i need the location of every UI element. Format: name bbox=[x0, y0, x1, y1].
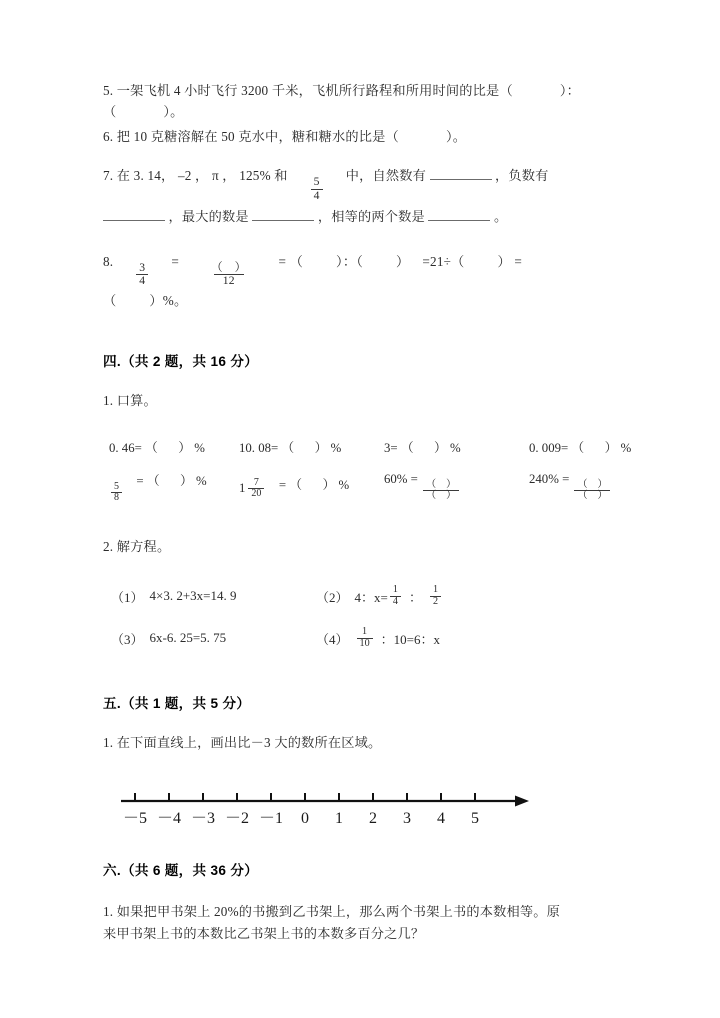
number-line-ticks bbox=[135, 793, 475, 801]
fraction-denominator: 4 bbox=[311, 189, 323, 202]
question-7-text-c: ，负数有 bbox=[495, 168, 549, 183]
paren-open: （ bbox=[571, 440, 585, 455]
answer-blank-underline[interactable] bbox=[430, 168, 492, 180]
fraction-five-eighths bbox=[111, 482, 122, 504]
section-five-heading: 五.（共 1 题，共 5 分） bbox=[103, 695, 251, 711]
question-8-paren-open: （ bbox=[103, 292, 117, 308]
question-5-line-1 bbox=[103, 80, 643, 101]
number-line-label: 0 bbox=[301, 809, 309, 827]
fraction-denominator: 12 bbox=[214, 274, 244, 287]
number-line-svg bbox=[111, 779, 541, 833]
comma: ， bbox=[195, 168, 209, 183]
question-8-line-2 bbox=[103, 288, 643, 314]
oral-calc-lhs: 10. 08= bbox=[239, 440, 279, 455]
number-line-arrow-icon bbox=[515, 795, 529, 806]
section-four-sub2-label: 2. 解方程。 bbox=[103, 538, 171, 554]
number-line-labels bbox=[123, 810, 479, 827]
oral-calc-item[interactable] bbox=[384, 472, 529, 502]
section-five-question-1: 1. 在下面直线上，画出比－3 大的数所在区域。 bbox=[103, 734, 382, 750]
question-8 bbox=[103, 246, 643, 314]
percent-sign: % bbox=[196, 473, 207, 488]
oral-calc-lhs: 0. 46= bbox=[109, 440, 142, 455]
equation-item-4[interactable] bbox=[316, 627, 440, 649]
question-6 bbox=[103, 126, 643, 147]
question-7-text-b: 中，自然数有 bbox=[345, 168, 427, 183]
question-8-eq2: = （ bbox=[278, 253, 304, 269]
answer-blank-underline[interactable] bbox=[428, 209, 490, 221]
fraction-part bbox=[248, 478, 264, 500]
equation-body: 4×3. 2+3x=14. 9 bbox=[149, 588, 237, 604]
equation-item-3[interactable] bbox=[111, 629, 316, 648]
equation-row-1 bbox=[103, 585, 643, 607]
answer-blank-underline[interactable] bbox=[252, 209, 314, 221]
fraction-numerator: 5 bbox=[313, 175, 320, 189]
oral-calc-item[interactable] bbox=[239, 474, 384, 500]
question-6-text: 把 10 克糖溶解在 50 克水中，糖和糖水的比是（ bbox=[116, 129, 399, 144]
fraction-numerator-blank[interactable]: （ ） bbox=[426, 478, 457, 490]
number-line-label: －3 bbox=[190, 809, 216, 827]
question-6-number: 6. bbox=[103, 129, 114, 144]
fraction-denominator: 4 bbox=[390, 596, 401, 608]
fraction-five-fourths bbox=[311, 176, 323, 201]
fraction-denominator-blank[interactable]: （ ） bbox=[423, 490, 459, 502]
fraction-numerator-blank[interactable]: （ ） bbox=[577, 478, 608, 490]
fraction-one-fourth bbox=[390, 585, 401, 607]
oral-calc-lhs: 0. 009= bbox=[529, 440, 569, 455]
number-line-label: －4 bbox=[156, 809, 182, 827]
equation-tag: （1） bbox=[111, 589, 144, 605]
equation-body: 6x-6. 25=5. 75 bbox=[149, 630, 227, 646]
fraction-denominator: 4 bbox=[136, 274, 148, 287]
fraction-denominator: 20 bbox=[248, 488, 264, 500]
question-8-after-ratio: ） bbox=[396, 253, 410, 269]
percent-sign: % bbox=[620, 440, 632, 455]
fraction-numerator: 5 bbox=[114, 480, 119, 492]
paren-open: （ bbox=[145, 440, 158, 455]
section-four-heading: 四.（共 2 题，共 16 分） bbox=[103, 353, 259, 369]
equals-sign: = bbox=[136, 473, 144, 488]
section-five bbox=[103, 692, 643, 837]
mixed-whole-part: 1 bbox=[239, 481, 246, 496]
fraction-numerator: 1 bbox=[432, 583, 439, 595]
oral-calc-item[interactable] bbox=[529, 437, 631, 456]
question-5-paren-close: ）。 bbox=[163, 104, 184, 119]
oral-calc-row-1 bbox=[103, 437, 643, 456]
question-8-ratio-sep: ）：（ bbox=[336, 253, 363, 269]
fraction-one-half bbox=[430, 585, 441, 607]
fraction-denominator-blank[interactable]: （ ） bbox=[574, 490, 610, 502]
question-5 bbox=[103, 80, 643, 122]
oral-calc-item[interactable] bbox=[529, 472, 612, 502]
section-six-question-1-line-2: 来甲书架上书的本数比乙书架上书的本数多百分之几？ bbox=[103, 925, 425, 941]
number-line-label: －1 bbox=[258, 809, 284, 827]
worksheet-content bbox=[103, 80, 643, 945]
question-6-line-1 bbox=[103, 126, 643, 147]
question-7-text-d: ，最大的数是 bbox=[168, 208, 249, 224]
section-six bbox=[103, 859, 643, 945]
fraction-three-fourths bbox=[136, 262, 148, 287]
equation-tag: （3） bbox=[111, 631, 144, 647]
equation-item-2[interactable] bbox=[316, 585, 443, 607]
equals-sign: = bbox=[562, 471, 570, 486]
fraction-numerator-blank[interactable]: （ ） bbox=[210, 261, 247, 275]
question-7-text-a: 在 3. 14， bbox=[116, 168, 175, 183]
equation-item-1[interactable] bbox=[111, 587, 316, 606]
question-7-text-e: ，相等的两个数是 bbox=[317, 208, 425, 224]
paren-close: ） bbox=[180, 473, 193, 488]
question-5-text-tail: ）： bbox=[559, 83, 581, 98]
paren-open: （ bbox=[146, 473, 160, 488]
oral-calc-lhs: 60% bbox=[384, 471, 408, 486]
equals-sign: = bbox=[278, 477, 287, 492]
question-8-line-1 bbox=[103, 246, 643, 288]
equals-sign: = bbox=[171, 253, 179, 269]
paren-open: （ bbox=[289, 477, 303, 492]
oral-calc-item[interactable] bbox=[109, 437, 239, 456]
question-7 bbox=[103, 161, 643, 232]
paren-close: ） bbox=[178, 440, 192, 455]
fraction-numerator: 7 bbox=[253, 476, 259, 488]
question-8-paren-close: ）%。 bbox=[149, 292, 188, 308]
fraction-denominator: 2 bbox=[430, 596, 441, 608]
number-line-label: 5 bbox=[471, 809, 479, 827]
section-four-sub1-label: 1. 口算。 bbox=[103, 392, 157, 408]
question-7-text-end: 。 bbox=[493, 208, 508, 224]
percent-sign: % bbox=[194, 440, 205, 455]
question-7-number: 7. bbox=[103, 168, 114, 183]
number-line-label: 4 bbox=[437, 809, 445, 827]
number-line-label: 1 bbox=[335, 809, 343, 827]
percent-sign: % bbox=[450, 440, 461, 455]
paren-open: （ bbox=[400, 440, 414, 455]
paren-close: ） bbox=[322, 477, 336, 492]
section-six-heading: 六.（共 6 题，共 36 分） bbox=[103, 862, 259, 878]
value-125-percent: 125% bbox=[239, 168, 271, 183]
value-negative-two: –2 bbox=[177, 168, 192, 183]
fraction-numerator: 1 bbox=[392, 583, 398, 595]
question-7-line-2 bbox=[103, 202, 643, 232]
equation-tag: （2） bbox=[316, 589, 349, 605]
paren-open: （ bbox=[281, 440, 295, 455]
oral-calc-item[interactable] bbox=[239, 437, 384, 456]
equation-row-2 bbox=[103, 627, 643, 649]
paren-close: ） bbox=[604, 440, 618, 455]
value-pi: π bbox=[211, 168, 219, 183]
number-line-label: －2 bbox=[224, 809, 250, 827]
answer-blank-underline[interactable] bbox=[103, 209, 165, 221]
question-5-line-2 bbox=[103, 101, 643, 122]
section-six-question-1-line-1: 1. 如果把甲书架上 20%的书搬到乙书架上，那么两个书架上书的本数相等。原 bbox=[103, 903, 561, 919]
oral-calc-lhs: 240% bbox=[529, 471, 559, 486]
oral-calc-lhs: 3= bbox=[384, 440, 398, 455]
ratio-colon: ： bbox=[408, 589, 422, 605]
comma: ， bbox=[222, 168, 236, 183]
question-5-text: 一架飞机 4 小时飞行 3200 千米，飞机所行路程和所用时间的比是（ bbox=[116, 83, 513, 98]
equation-body-post: ：10=6：x bbox=[380, 631, 441, 647]
number-line-label: 2 bbox=[369, 809, 377, 827]
oral-calc-row-2 bbox=[103, 470, 643, 504]
question-6-text-tail: ）。 bbox=[445, 129, 467, 144]
fraction-numerator: 3 bbox=[139, 261, 146, 275]
number-line-label: 3 bbox=[403, 809, 411, 827]
question-8-eq4: ） = bbox=[497, 253, 522, 269]
conjunction-and: 和 bbox=[274, 168, 288, 183]
oral-calc-item[interactable] bbox=[109, 470, 239, 504]
percent-sign: % bbox=[338, 477, 350, 492]
paren-close: ） bbox=[314, 440, 328, 455]
question-8-number: 8. bbox=[103, 253, 114, 269]
equation-body-pre: 4：x= bbox=[354, 589, 388, 605]
question-5-number: 5. bbox=[103, 83, 114, 98]
fraction-denominator: 10 bbox=[357, 638, 373, 650]
question-7-line-1 bbox=[103, 161, 643, 202]
percent-sign: % bbox=[330, 440, 342, 455]
question-5-paren-open: （ bbox=[103, 104, 117, 119]
fraction-denominator: 8 bbox=[111, 492, 122, 504]
fraction-numerator: 1 bbox=[362, 626, 368, 638]
paren-close: ） bbox=[434, 440, 447, 455]
fraction-blank-answer[interactable] bbox=[423, 480, 459, 502]
fraction-blank-over-twelve[interactable] bbox=[202, 262, 256, 287]
equals-sign: = bbox=[410, 471, 418, 486]
oral-calc-item[interactable] bbox=[384, 437, 529, 456]
number-line-diagram bbox=[111, 779, 643, 837]
number-line-label: －5 bbox=[122, 809, 148, 827]
fraction-one-tenth bbox=[357, 627, 373, 649]
equation-tag: （4） bbox=[316, 631, 349, 647]
section-four bbox=[103, 350, 643, 650]
question-8-eq3: =21÷（ bbox=[422, 253, 465, 269]
mixed-number-one-and-seven-twentieths bbox=[239, 478, 266, 500]
fraction-blank-answer[interactable] bbox=[574, 480, 610, 502]
